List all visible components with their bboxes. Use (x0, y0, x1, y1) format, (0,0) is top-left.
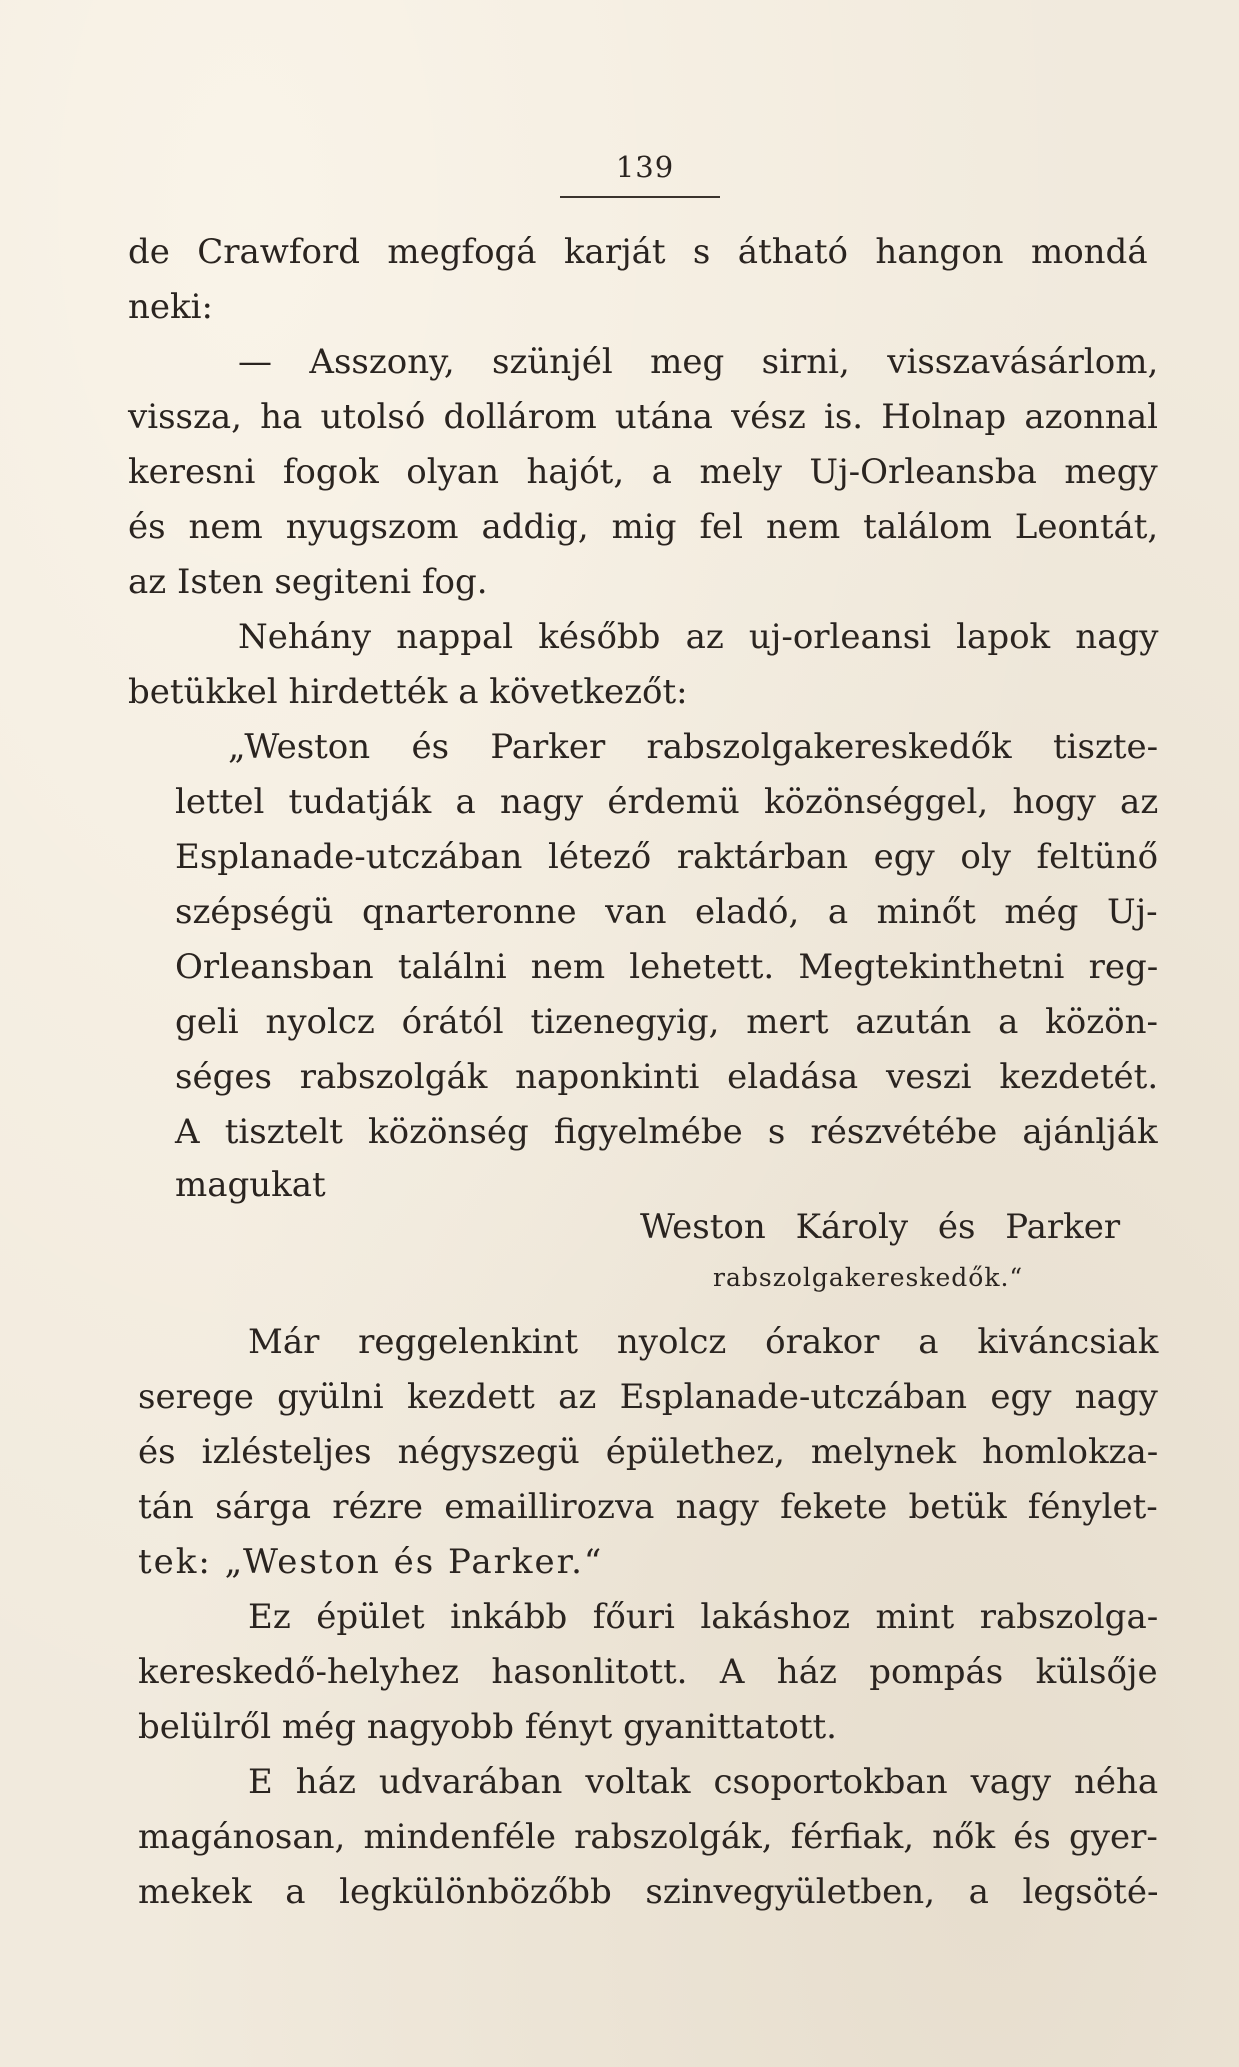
text-line: neki: (128, 287, 213, 327)
signature-title: rabszolgakereskedők.“ (713, 1263, 1024, 1292)
text-line: serege gyülni kezdett az Esplanade-utczában egy nagy (138, 1377, 1158, 1417)
text-line: Orleansban találni nem lehetett. Megtekinthetni reg- (175, 947, 1159, 987)
text-line: A tisztelt közönség figyelmébe s részvétébe ajánlják (175, 1112, 1158, 1152)
text-line: E ház udvarában voltak csoportokban vagy néha (248, 1762, 1159, 1802)
text-line: tán sárga rézre emaillirozva nagy fekete betük fénylet- (138, 1487, 1158, 1527)
text-line: belülről még nagyobb fényt gyanittatott. (138, 1707, 837, 1747)
text-line: magánosan, mindenféle rabszolgák, férfiak, nők és gyer- (138, 1817, 1158, 1857)
text-line: Ez épület inkább főuri lakáshoz mint rabszolga- (248, 1597, 1159, 1637)
text-line: tek: „Weston és Parker.“ (138, 1542, 604, 1582)
text-line: magukat (175, 1165, 326, 1205)
text-line: Esplanade-utczában létező raktárban egy oly feltünő (175, 837, 1159, 877)
text-line: séges rabszolgák naponkinti eladása veszi kezdetét. (175, 1057, 1159, 1097)
text-line: de Crawford megfogá karját s átható hangon mondá (128, 232, 1148, 272)
text-line: az Isten segiteni fog. (128, 562, 488, 602)
text-line: keresni fogok olyan hajót, a mely Uj-Orleansba megy (128, 452, 1158, 492)
text-line: vissza, ha utolsó dollárom utána vész is. Holnap azonnal (128, 397, 1158, 437)
text-line: Már reggelenkint nyolcz órakor a kiváncsiak (248, 1322, 1159, 1362)
signature-line: Weston Károly és Parker (640, 1207, 1121, 1247)
text-line: geli nyolcz órától tizenegyig, mert azután a közön- (175, 1002, 1159, 1042)
text-line: — Asszony, szünjél meg sirni, visszavásárlom, (238, 342, 1159, 382)
text-line: és nem nyugszom addig, mig fel nem találom Leontát, (128, 507, 1159, 547)
text-line: szépségü qnarteronne van eladó, a minőt még Uj- (175, 892, 1158, 932)
text-line: és izlésteljes négyszegü épülethez, melynek homlokza- (138, 1432, 1159, 1472)
text-line: Nehány nappal később az uj-orleansi lapok nagy (238, 617, 1159, 657)
text-line: lettel tudatják a nagy érdemü közönséggel, hogy az (175, 782, 1159, 822)
text-line: betükkel hirdették a következőt: (128, 672, 688, 712)
header-rule (560, 196, 720, 198)
page-number: 139 (615, 150, 675, 184)
text-line: mekek a legkülönbözőbb szinvegyületben, a legsöté- (138, 1872, 1159, 1912)
text-line: kereskedő-helyhez hasonlitott. A ház pompás külsője (138, 1652, 1158, 1692)
text-line: „Weston és Parker rabszolgakereskedők tiszte- (228, 727, 1159, 767)
